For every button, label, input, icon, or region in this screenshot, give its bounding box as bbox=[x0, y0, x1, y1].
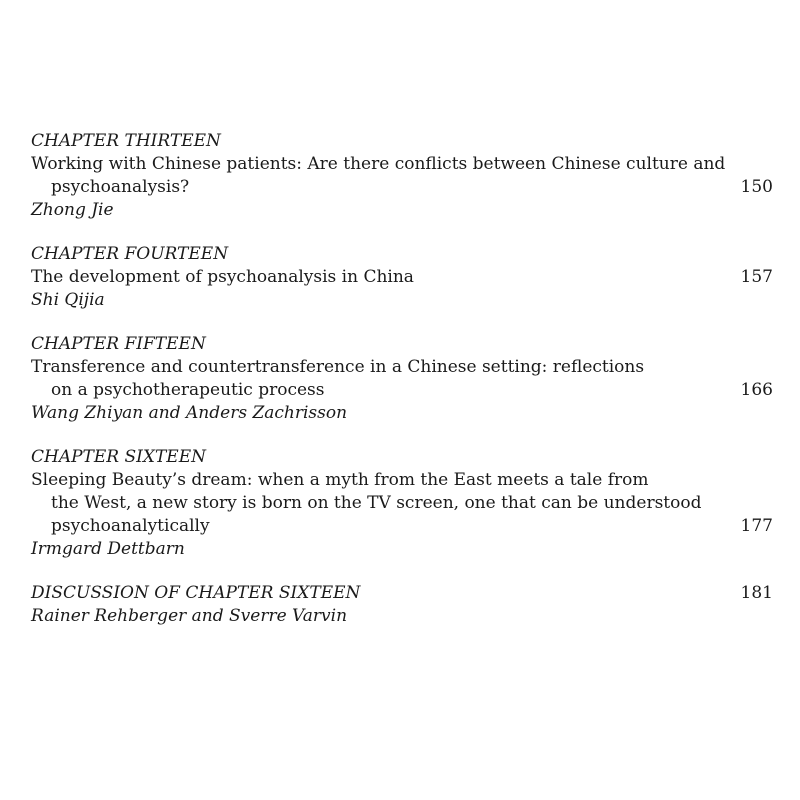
toc-entry-chapter-sixteen bbox=[31, 446, 773, 561]
chapter-label: CHAPTER THIRTEEN bbox=[31, 131, 221, 151]
chapter-label: CHAPTER FIFTEEN bbox=[31, 334, 206, 354]
table-of-contents bbox=[31, 130, 773, 649]
page-number: 150 bbox=[740, 177, 773, 197]
chapter-title-line: Working with Chinese patients: Are there conflicts between Chinese culture and bbox=[31, 154, 726, 174]
chapter-title-line: Sleeping Beauty’s dream: when a myth from the East meets a tale from bbox=[31, 470, 649, 490]
chapter-author: Zhong Jie bbox=[31, 200, 114, 220]
chapter-title bbox=[31, 153, 773, 199]
chapter-title-line: psychoanalysis? bbox=[51, 177, 190, 197]
page-number: 166 bbox=[740, 380, 773, 400]
chapter-title-line: the West, a new story is born on the TV screen, one that can be understood bbox=[51, 493, 702, 513]
chapter-title-line: on a psychotherapeutic process bbox=[51, 380, 325, 400]
toc-entry-chapter-thirteen bbox=[31, 130, 773, 222]
toc-entry-chapter-fourteen bbox=[31, 243, 773, 312]
chapter-label-row bbox=[31, 582, 773, 605]
chapter-title-line: The development of psychoanalysis in China bbox=[31, 267, 414, 287]
toc-entry-discussion-chapter-sixteen bbox=[31, 582, 773, 628]
chapter-label: CHAPTER SIXTEEN bbox=[31, 447, 206, 467]
chapter-author: Shi Qijia bbox=[31, 290, 105, 310]
page-number: 157 bbox=[740, 267, 773, 287]
chapter-author: Rainer Rehberger and Sverre Varvin bbox=[31, 606, 348, 626]
chapter-title bbox=[31, 266, 773, 289]
toc-entry-chapter-fifteen bbox=[31, 333, 773, 425]
chapter-author: Wang Zhiyan and Anders Zachrisson bbox=[31, 403, 348, 423]
chapter-author: Irmgard Dettbarn bbox=[31, 539, 185, 559]
chapter-title-line: Transference and countertransference in a Chinese setting: reflections bbox=[31, 357, 645, 377]
chapter-label: CHAPTER FOURTEEN bbox=[31, 244, 229, 264]
page-number: 181 bbox=[740, 583, 773, 603]
chapter-label: DISCUSSION OF CHAPTER SIXTEEN bbox=[31, 583, 361, 603]
chapter-title bbox=[31, 469, 773, 538]
page-number: 177 bbox=[740, 516, 773, 536]
chapter-title bbox=[31, 356, 773, 402]
chapter-title-line: psychoanalytically bbox=[51, 516, 210, 536]
